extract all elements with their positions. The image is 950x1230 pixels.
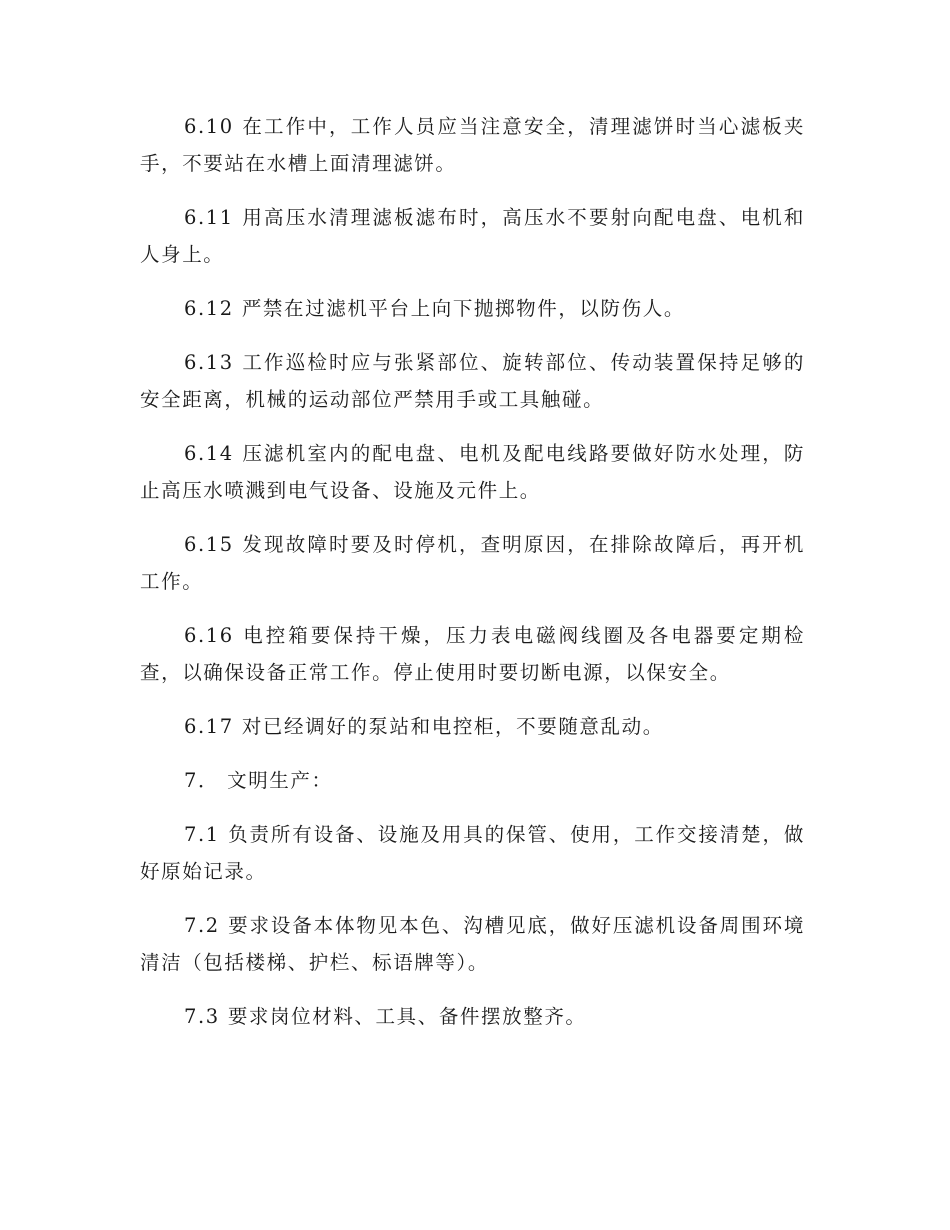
item-number: 6.11: [184, 206, 234, 229]
paragraph-7-2: [140, 907, 805, 981]
item-text: 工作巡检时应与张紧部位、旋转部位、传动装置保持足够的安全距离，机械的运动部位严禁用手或工具触碰。: [140, 351, 805, 411]
paragraph-6-12: [140, 290, 805, 327]
paragraph-7-1: [140, 816, 805, 890]
item-text: 负责所有设备、设施及用具的保管、使用，工作交接清楚，做好原始记录。: [140, 823, 805, 883]
paragraph-6-17: [140, 708, 805, 745]
item-number: 6.12: [184, 297, 234, 320]
paragraph-6-14: [140, 435, 805, 509]
item-text: 严禁在过滤机平台上向下抛掷物件，以防伤人。: [241, 297, 685, 320]
paragraph-6-15: [140, 526, 805, 600]
item-number: 6.17: [184, 715, 234, 738]
item-text: 文明生产：: [227, 769, 333, 792]
item-text: 发现故障时要及时停机，查明原因，在排除故障后，再开机工作。: [140, 533, 805, 593]
item-number: 6.13: [184, 351, 234, 374]
item-text: 在工作中，工作人员应当注意安全，清理滤饼时当心滤板夹手，不要站在水槽上面清理滤饼。: [140, 115, 805, 175]
item-number: 7.1: [184, 823, 220, 846]
paragraph-6-16: [140, 617, 805, 691]
item-number: 7.2: [184, 914, 220, 937]
item-text: 对已经调好的泵站和电控柜，不要随意乱动。: [241, 715, 664, 738]
item-number: 6.14: [184, 442, 234, 465]
item-text: 电控箱要保持干燥，压力表电磁阀线圈及各电器要定期检查，以确保设备正常工作。停止使用时要切断电源，以保安全。: [140, 624, 805, 684]
item-text: 要求设备本体物见本色、沟槽见底，做好压滤机设备周围环境清洁（包括楼梯、护栏、标语牌等）。: [140, 914, 805, 974]
item-text: 用高压水清理滤板滤布时，高压水不要射向配电盘、电机和人身上。: [140, 206, 805, 266]
item-number: 7．: [184, 769, 220, 792]
paragraph-6-10: [140, 108, 805, 182]
paragraph-6-11: [140, 199, 805, 273]
item-number: 6.10: [184, 115, 234, 138]
section-heading-7: [140, 762, 805, 799]
item-text: 要求岗位材料、工具、备件摆放整齐。: [227, 1005, 587, 1028]
item-number: 7.3: [184, 1005, 220, 1028]
paragraph-6-13: [140, 344, 805, 418]
paragraph-7-3: [140, 998, 805, 1035]
item-number: 6.16: [184, 624, 234, 647]
item-number: 6.15: [184, 533, 234, 556]
document-page: [140, 108, 805, 1052]
item-text: 压滤机室内的配电盘、电机及配电线路要做好防水处理，防止高压水喷溅到电气设备、设施及元件上。: [140, 442, 805, 502]
